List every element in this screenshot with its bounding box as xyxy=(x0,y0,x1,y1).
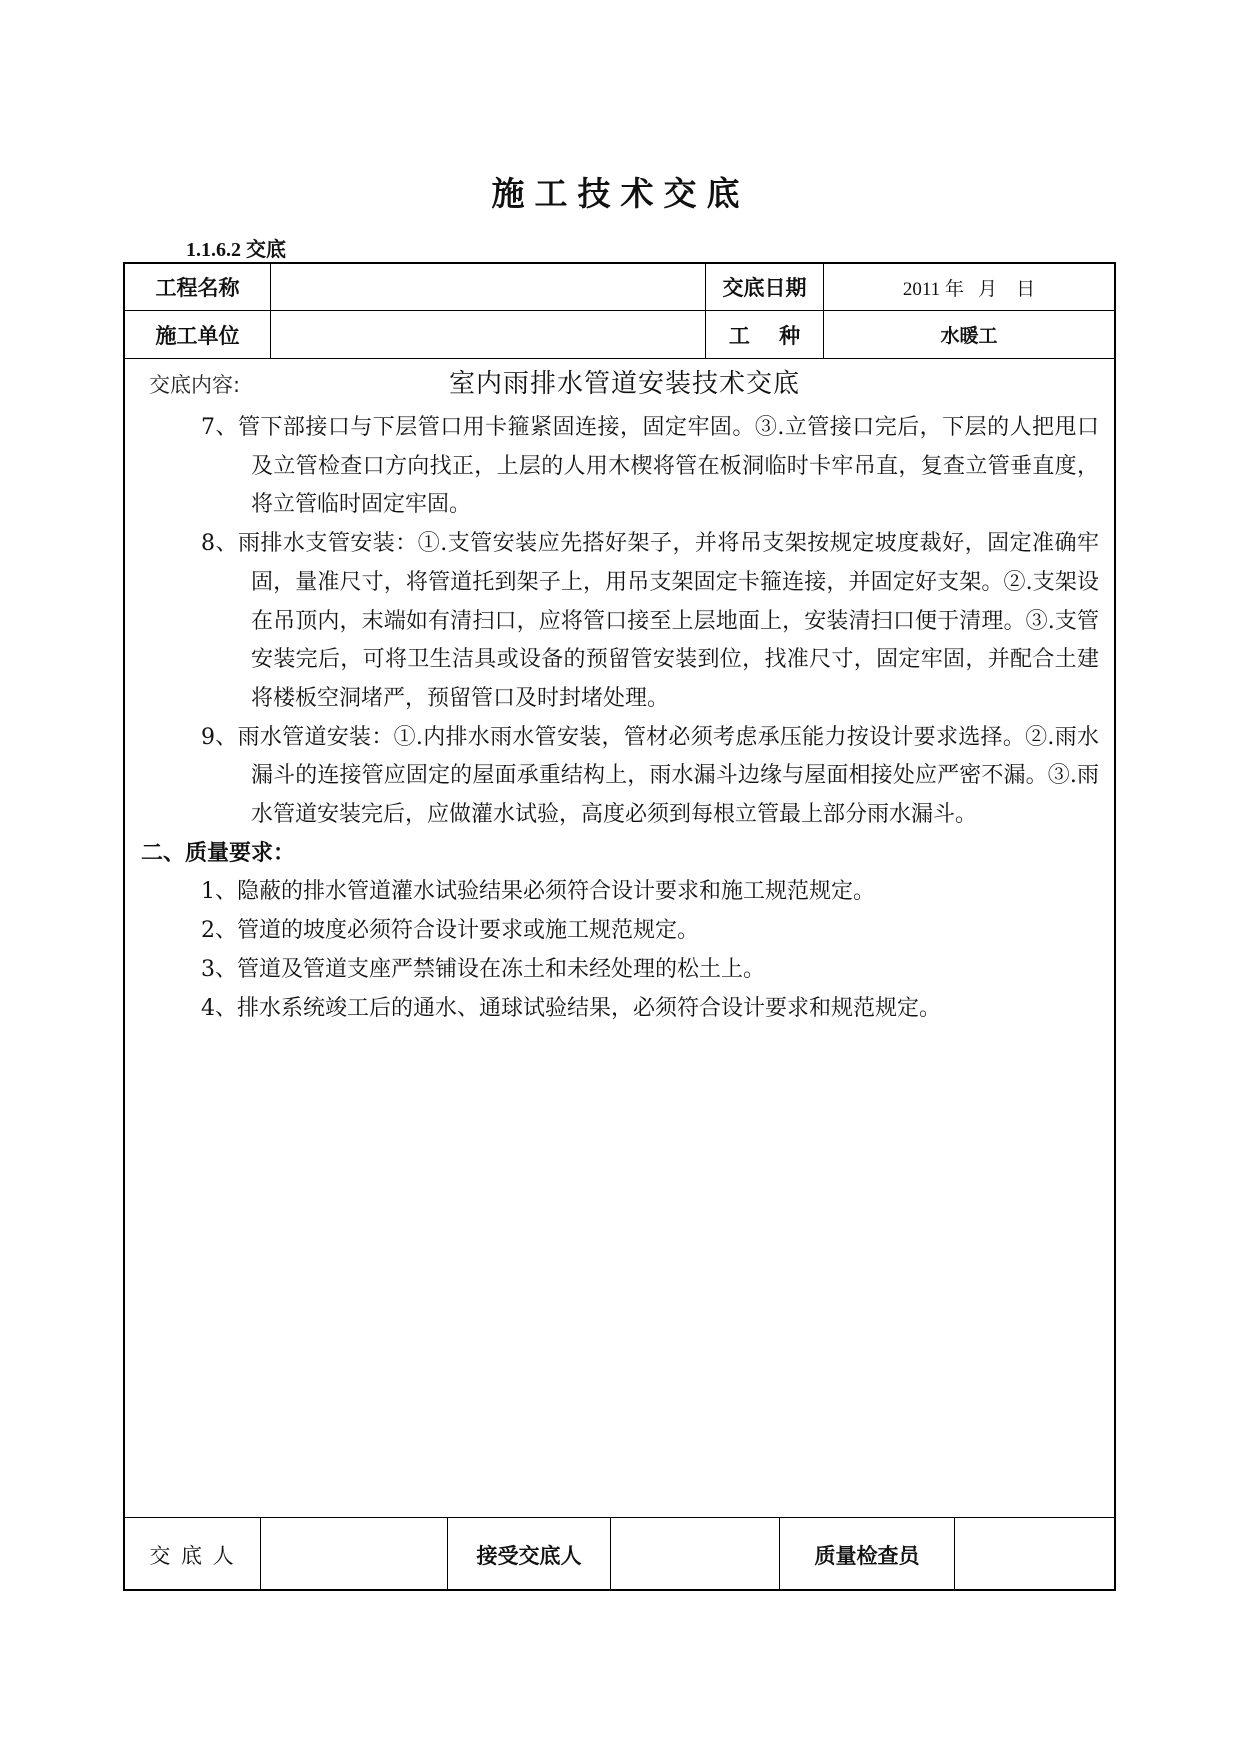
date-label: 交底日期 xyxy=(722,276,807,300)
list-item: 7、管下部接口与下层管口用卡箍紧固连接，固定牢固。③.立管接口完后，下层的人把甩口及立管检查口方向找正，上层的人用木楔将管在板洞临时卡牢吊直，复查立管垂直度，将立管临时固定牢固。 xyxy=(201,415,1099,518)
content-area xyxy=(125,359,1114,1517)
receiver-label: 接受交底人 xyxy=(476,1543,582,1568)
discloser-label: 交 底 人 xyxy=(149,1543,236,1568)
list-item: 9、雨水管道安装：①.内排水雨水管安装，管材必须考虑承压能力按设计要求选择。②.雨水漏斗的连接管应固定的屋面承重结构上，雨水漏斗边缘与屋面相接处应严密不漏。③.雨水管道安装完后，应做灌水试验，高度必须到每根立管最上部分雨水漏斗。 xyxy=(201,724,1099,828)
quality-heading: 二、质量要求： xyxy=(141,840,296,866)
content-label: 交底内容: xyxy=(149,373,241,397)
discloser-field[interactable] xyxy=(261,1518,447,1591)
trade-field[interactable]: 水暖工 xyxy=(940,325,998,347)
receiver-field[interactable] xyxy=(611,1518,779,1591)
quality-item: 3、管道及管道支座严禁铺设在冻土和未经处理的松土上。 xyxy=(201,956,765,982)
trade-label: 工 种 xyxy=(728,323,801,348)
quality-item: 4、排水系统竣工后的通水、通球试验结果，必须符合设计要求和规范规定。 xyxy=(201,995,941,1021)
inspector-label: 质量检查员 xyxy=(814,1543,920,1568)
project-name-label: 工程名称 xyxy=(155,276,240,300)
list-item: 8、雨排水支管安装：①.支管安装应先搭好架子，并将吊支架按规定坡度裁好，固定准确牢固，量准尺寸，将管道托到架子上，用吊支架固定卡箍连接，并固定好支架。②.支架设在吊顶内，末端如有清扫口，应将管口接至上层地面上，安装清扫口便于清理。③.支管安装完后，可将卫生洁具或设备的预留管安装到位，找准尺寸，固定牢固，并配合土建将楼板空洞堵严，预留管口及时封堵处理。 xyxy=(201,531,1099,711)
content-body xyxy=(141,409,1099,1028)
section-label: 1.1.6.2 交底 xyxy=(186,239,286,261)
quality-item: 2、管道的坡度必须符合设计要求或施工规范规定。 xyxy=(201,918,699,944)
project-name-field[interactable] xyxy=(271,264,705,310)
unit-label: 施工单位 xyxy=(155,323,240,348)
unit-field[interactable] xyxy=(271,311,705,358)
quality-item: 1、隐蔽的排水管道灌水试验结果必须符合设计要求和施工规范规定。 xyxy=(201,879,875,905)
content-subject: 室内雨排水管道安装技术交底 xyxy=(449,369,801,399)
disclosure-form xyxy=(123,262,1116,1591)
inspector-field[interactable] xyxy=(955,1518,1114,1591)
date-field[interactable]: 2011 年 月 日 xyxy=(902,278,1036,300)
page-title: 施工技术交底 xyxy=(491,174,750,213)
